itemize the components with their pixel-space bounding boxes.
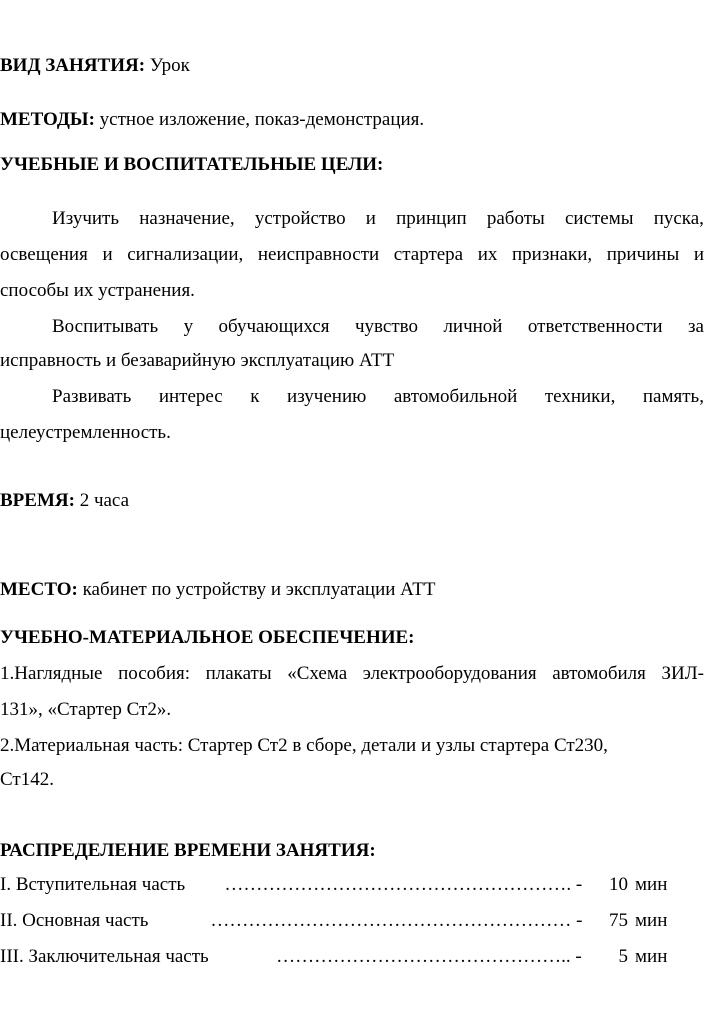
word: интерес — [158, 386, 223, 407]
word: стартера — [393, 244, 464, 265]
row-label: II. Основная часть — [0, 910, 149, 931]
word: автомобильной — [393, 386, 518, 407]
row-unit: мин — [635, 874, 668, 895]
support-heading: УЧЕБНО-МАТЕРИАЛЬНОЕ ОБЕСПЕЧЕНИЕ: — [0, 627, 415, 648]
word: автомобиля — [552, 663, 646, 684]
place-value: кабинет по устройству и эксплуатации АТТ — [77, 579, 436, 600]
goals-p1-line1 — [52, 208, 704, 230]
distribution-row-2 — [0, 910, 668, 932]
row-unit: мин — [635, 946, 668, 967]
goals-heading: УЧЕБНЫЕ И ВОСПИТАТЕЛЬНЫЕ ЦЕЛИ: — [0, 154, 384, 175]
word: назначение, — [139, 208, 235, 229]
lesson-type-value: Урок — [145, 55, 190, 76]
word: пособия: — [118, 663, 191, 684]
word: ответственности — [527, 316, 663, 337]
goals-p3-line1 — [52, 386, 704, 408]
row-value: 5 — [618, 946, 628, 967]
support-item2-line2: Ст142. — [0, 769, 54, 790]
row-leader: ……………………………………….. - — [276, 946, 582, 967]
word: обучающихся — [218, 316, 330, 337]
row-value: 10 — [609, 874, 628, 895]
word: системы — [564, 208, 634, 229]
word: Изучить — [52, 208, 120, 229]
word: электрооборудования — [362, 663, 537, 684]
word: «Схема — [287, 663, 348, 684]
word: пуска, — [653, 208, 704, 229]
methods-label: МЕТОДЫ: — [0, 109, 95, 130]
support-item1-line2: 131», «Стартер Ст2». — [0, 699, 172, 720]
word: за — [687, 316, 704, 337]
word: Воспитывать — [52, 316, 159, 337]
row-leader: ………………………………………………… - — [210, 910, 583, 931]
word: чувство — [355, 316, 418, 337]
word: принцип — [396, 208, 467, 229]
row-label: III. Заключительная часть — [0, 946, 209, 967]
word: изучению — [287, 386, 367, 407]
methods-line — [0, 109, 424, 131]
word: личной — [443, 316, 503, 337]
row-value: 75 — [609, 910, 628, 931]
word: ЗИЛ- — [661, 663, 704, 684]
row-leader: ………………………………………………. - — [224, 874, 583, 895]
lesson-type-label: ВИД ЗАНЯТИЯ: — [0, 55, 146, 76]
word: неисправности — [257, 244, 380, 265]
word: и — [693, 244, 704, 265]
word: признаки, — [512, 244, 593, 265]
time-label: ВРЕМЯ: — [0, 490, 75, 511]
word: и — [102, 244, 113, 265]
methods-value: устное изложение, показ-демонстрация. — [94, 109, 425, 130]
time-value: 2 часа — [74, 490, 130, 511]
goals-p1-line2 — [0, 244, 704, 266]
word: у — [183, 316, 194, 337]
word: работы — [486, 208, 545, 229]
lesson-type-line — [0, 55, 190, 77]
word: устройство — [254, 208, 346, 229]
goals-p3-line2: целеустремленность. — [0, 422, 171, 443]
word: 1.Наглядные — [0, 663, 103, 684]
word: Развивать — [52, 386, 132, 407]
support-item2-line1: 2.Материальная часть: Стартер Ст2 в сборе, детали и узлы стартера Ст230, — [0, 735, 608, 756]
goals-p2-line1 — [52, 316, 704, 338]
goals-p1-line3: способы их устранения. — [0, 280, 195, 301]
word: к — [250, 386, 260, 407]
distribution-row-3 — [0, 946, 668, 968]
goals-p2-line2: исправность и безаварийную эксплуатацию АТТ — [0, 350, 395, 371]
word: и — [365, 208, 376, 229]
place-line — [0, 579, 435, 601]
row-unit: мин — [635, 910, 668, 931]
word: их — [477, 244, 498, 265]
support-item1-line1 — [0, 663, 704, 685]
word: сигнализации, — [127, 244, 244, 265]
distribution-heading: РАСПРЕДЕЛЕНИЕ ВРЕМЕНИ ЗАНЯТИЯ: — [0, 840, 376, 861]
word: плакаты — [205, 663, 272, 684]
word: освещения — [0, 244, 88, 265]
word: техники, — [544, 386, 616, 407]
place-label: МЕСТО: — [0, 579, 78, 600]
row-label: I. Вступительная часть — [0, 874, 186, 895]
word: причины — [606, 244, 680, 265]
distribution-row-1 — [0, 874, 668, 896]
word: память, — [642, 386, 704, 407]
time-line — [0, 490, 129, 512]
